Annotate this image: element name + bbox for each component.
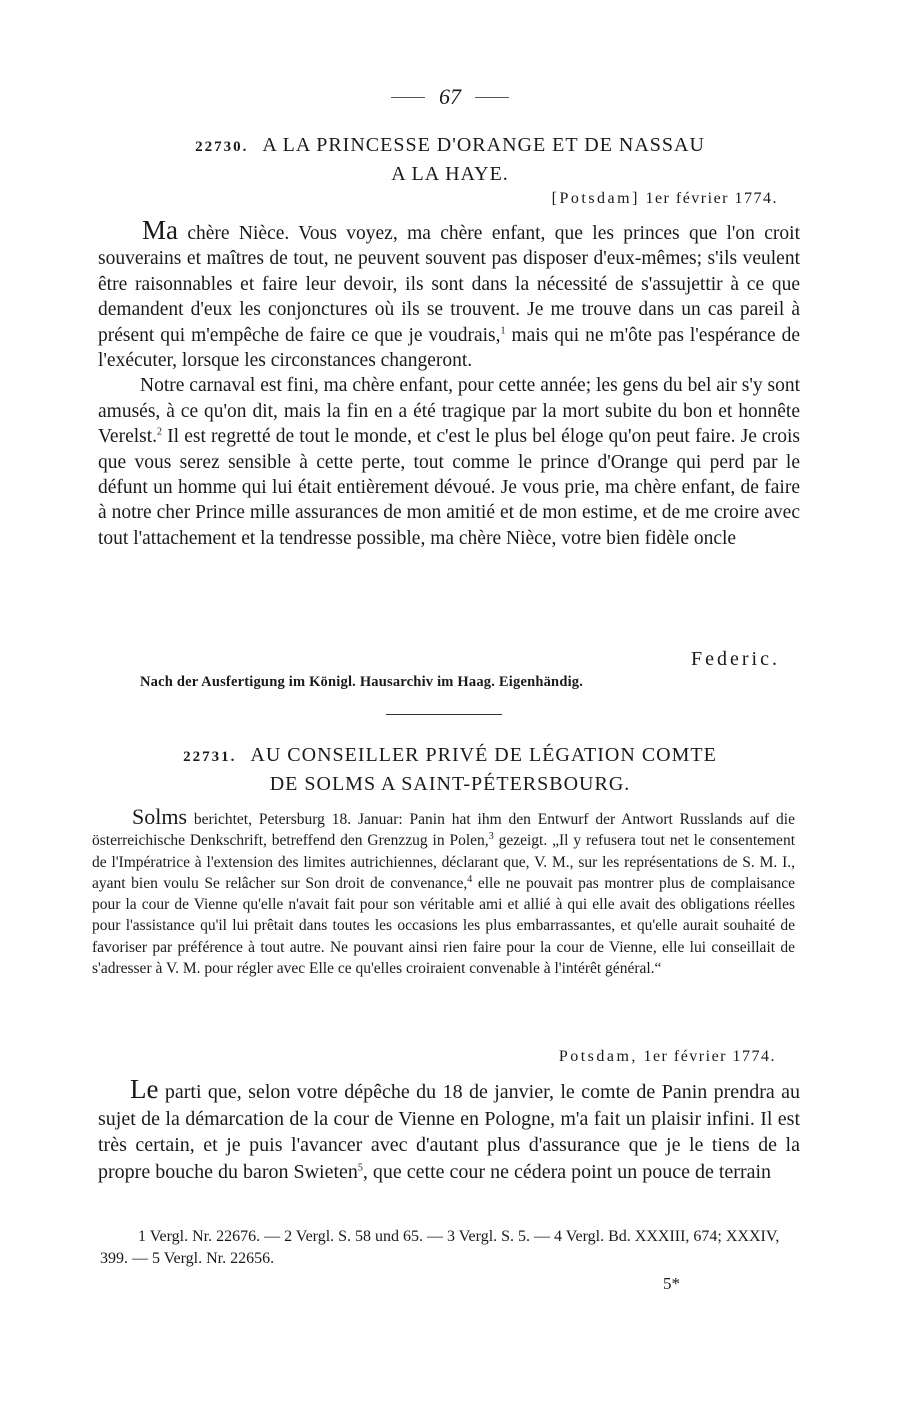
header-rule-right [475,97,509,98]
letter1-initial: Ma [142,215,178,245]
letter1-place: [Potsdam] [551,190,640,207]
letter1-number: 22730. [195,139,249,155]
letter2-place: Potsdam, [558,1048,638,1065]
letter1-dateline [552,190,778,208]
footnote-ref-1: 1 [500,325,506,337]
letter1-date: 1er février 1774. [645,190,778,207]
letter2-body-a: parti que, selon votre dépêche du 18 de janvier, le comte de Panin prendra au sujet de la démarcation de la cour de Vienne en Pologne, m'a fait un plaisir infini. Il est très certain, et je puis l'avancer avec d'autant plus d'assurance que je le tiens de la propre bouche du baron Swieten [98,1081,800,1183]
footnotes [100,1226,796,1270]
letter2-heading-line1: AU CONSEILLER PRIVÉ DE LÉGATION COMTE [250,744,717,766]
letter1-para2-text: Notre carnaval est fini, ma chère enfant, pour cette année; les gens du bel air s'y sont amusés, à ce qu'on dit, mais la fin en a été tragique par la mort subite du bon et honnête Verelst. [98,375,800,448]
letter1-body [98,215,801,551]
letter1-para1-end: mais qui ne m'ôte pas l'espérance de l'exécuter, lorsque les circonstances changeront. [98,324,801,372]
footnote-ref-4: 4 [467,873,473,885]
letter2-summary-a: berichtet, Petersburg 18. Januar: Panin hat ihm den Entwurf der Antwort Russlands auf die österreichische Denkschrift, betreffend den Grenzzug in Polen, [92,811,795,850]
letter1-heading [100,132,800,188]
footnote-ref-3: 3 [488,831,494,843]
section-divider [386,714,502,715]
letter2-date: 1er février 1774. [643,1048,776,1065]
letter1-paragraph-1 [98,215,801,373]
letter2-summary-b: gezeigt. „Il y refusera tout net le consentement de l'Impératrice à l'extension des limites autrichiennes, déclarant que, V. M., sur les représentations de S. M. I., ayant bien voulu Se relâcher sur Son droit de convenance, [92,832,795,892]
footnote-ref-2: 2 [157,426,163,438]
footnote-line: 1 Vergl. Nr. 22676. — 2 Vergl. S. 58 und 65. — 3 Vergl. S. 5. — 4 Vergl. Bd. XXXIII, 674; XXXIV, 399. — 5 Vergl. Nr. 22656. [100,1228,780,1267]
letter1-para2-end: Il est regretté de tout le monde, et c'est le plus bel éloge qu'on peut faire. Je crois que vous serez sensible à cette perte, tout comme le prince d'Orange qui perd par le défunt un homme qui lui était entièrement dévoué. Je vous prie, ma chère enfant, de faire à notre cher Prince mille assurances de mon amitié et de mon estime, et de me croire avec tout l'attachement et la tendresse possible, ma chère Nièce, votre bien fidèle oncle [98,426,800,549]
letter1-signature: Federic. [691,648,780,670]
signature-mark: 5* [663,1274,680,1293]
letter2-summary-c: elle ne pouvait pas montrer plus de complaisance pour la cour de Vienne qu'elle n'avait fait pour son véritable ami et allié à qui elle avait des obligations réelles pour l'assistance qu'il lui prêtait dans toutes les occasions les plus embarrassantes, et qu'elle aurait souhaité de favoriser par préférence à tout autre. Ne pouvant ainsi rien faire pour la cour de Vienne, elle lui conseillait de s'adresser à V. M. pour régler avec Elle ce qu'elles croiraient convenable à l'intérêt général.“ [92,874,795,978]
letter2-number: 22731. [183,749,237,765]
letter2-body-b: , que cette cour ne cédera point un pouce de terrain [362,1160,772,1183]
letter2-paragraph-1 [98,1076,800,1185]
letter2-initial: Le [130,1074,159,1104]
letter2-summary [92,806,795,979]
page-header [0,84,900,110]
letter2-summary-paragraph [92,806,795,979]
letter1-para1-text: chère Nièce. Vous voyez, ma chère enfant, que les princes que l'on croit souverains et maîtres de tout, ne peuvent souvent pas disposer d'eux-mêmes; s'ils veulent être raisonnables et faire leur devoir, ils sont dans la nécessité de s'assujettir à ce que demandent d'eux les conjonctures où ils se trouvent. Je me trouve dans un cas pareil à présent qui m'empêche de faire ce que je voudrais, [98,223,800,346]
letter2-heading [100,742,800,798]
letter1-paragraph-2 [98,373,800,551]
letter1-heading-line2: A LA HAYE. [391,163,509,185]
footnote-ref-5: 5 [357,1161,363,1173]
letter2-summary-initial: Solms [132,804,188,829]
letter2-dateline [559,1048,776,1066]
page-number: 67 [439,84,461,109]
letter2-body [98,1076,800,1185]
letter1-heading-line1: A LA PRINCESSE D'ORANGE ET DE NASSAU [262,134,705,156]
header-rule-left [391,97,425,98]
letter2-heading-line2: DE SOLMS A SAINT-PÉTERSBOURG. [269,773,631,795]
letter1-source-note: Nach der Ausfertigung im Königl. Hausarchiv im Haag. Eigenhändig. [140,674,584,690]
